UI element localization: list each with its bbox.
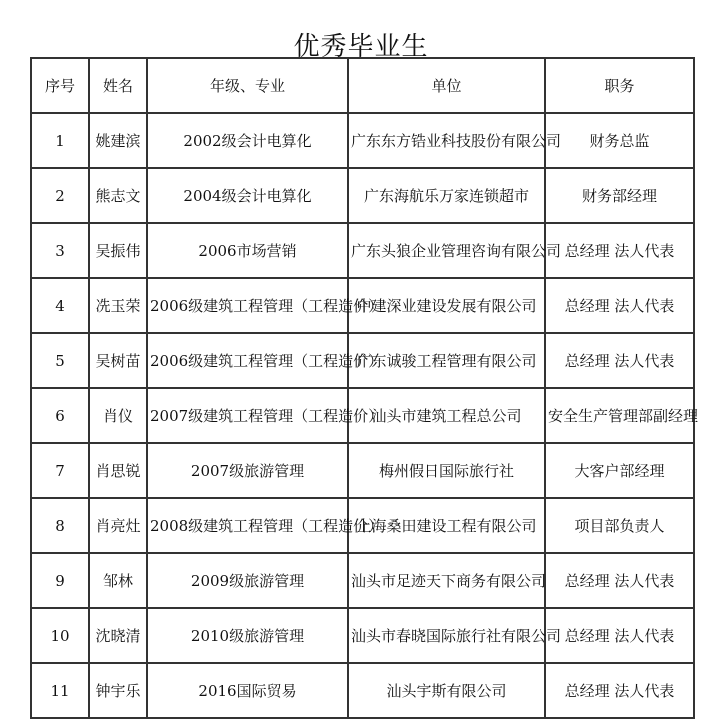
table-row bbox=[31, 223, 694, 278]
column-header-index: 序号 bbox=[31, 58, 89, 113]
cell-index: 11 bbox=[31, 663, 89, 718]
column-header-major: 年级、专业 bbox=[147, 58, 348, 113]
cell-index: 2 bbox=[31, 168, 89, 223]
cell-major: 2006级建筑工程管理（工程造价） bbox=[147, 333, 348, 388]
cell-major: 2008级建筑工程管理（工程造价） bbox=[147, 498, 348, 553]
cell-duty: 总经理 法人代表 bbox=[545, 663, 694, 718]
cell-org: 广东诚骏工程管理有限公司 bbox=[348, 333, 545, 388]
cell-org: 广东东方锆业科技股份有限公司 bbox=[348, 113, 545, 168]
cell-duty: 财务总监 bbox=[545, 113, 694, 168]
cell-name: 熊志文 bbox=[89, 168, 147, 223]
cell-name: 肖亮灶 bbox=[89, 498, 147, 553]
table-row bbox=[31, 113, 694, 168]
cell-index: 1 bbox=[31, 113, 89, 168]
cell-name: 吴振伟 bbox=[89, 223, 147, 278]
cell-index: 4 bbox=[31, 278, 89, 333]
cell-org: 广东头狼企业管理咨询有限公司 bbox=[348, 223, 545, 278]
cell-major: 2007级建筑工程管理（工程造价） bbox=[147, 388, 348, 443]
cell-org: 汕头市建筑工程总公司 bbox=[348, 388, 545, 443]
table-header-row bbox=[31, 58, 694, 113]
cell-duty: 大客户部经理 bbox=[545, 443, 694, 498]
cell-duty: 总经理 法人代表 bbox=[545, 278, 694, 333]
cell-org: 上海桑田建设工程有限公司 bbox=[348, 498, 545, 553]
cell-duty: 项目部负责人 bbox=[545, 498, 694, 553]
cell-major: 2002级会计电算化 bbox=[147, 113, 348, 168]
cell-name: 冼玉荣 bbox=[89, 278, 147, 333]
cell-major: 2016国际贸易 bbox=[147, 663, 348, 718]
table-row bbox=[31, 388, 694, 443]
column-header-name: 姓名 bbox=[89, 58, 147, 113]
cell-org: 汕头市足迹天下商务有限公司 bbox=[348, 553, 545, 608]
table-row bbox=[31, 168, 694, 223]
cell-major: 2006市场营销 bbox=[147, 223, 348, 278]
table-row bbox=[31, 278, 694, 333]
column-header-duty: 职务 bbox=[545, 58, 694, 113]
cell-name: 沈晓清 bbox=[89, 608, 147, 663]
cell-duty: 安全生产管理部副经理 bbox=[545, 388, 694, 443]
cell-name: 邹林 bbox=[89, 553, 147, 608]
cell-org: 广东海航乐万家连锁超市 bbox=[348, 168, 545, 223]
cell-major: 2006级建筑工程管理（工程造价） bbox=[147, 278, 348, 333]
cell-org: 汕头市春晓国际旅行社有限公司 bbox=[348, 608, 545, 663]
cell-index: 8 bbox=[31, 498, 89, 553]
cell-name: 肖仪 bbox=[89, 388, 147, 443]
table-row bbox=[31, 608, 694, 663]
cell-org: 梅州假日国际旅行社 bbox=[348, 443, 545, 498]
cell-name: 吴树苗 bbox=[89, 333, 147, 388]
table-row bbox=[31, 333, 694, 388]
cell-major: 2007级旅游管理 bbox=[147, 443, 348, 498]
cell-index: 10 bbox=[31, 608, 89, 663]
cell-major: 2010级旅游管理 bbox=[147, 608, 348, 663]
cell-org: 中建深业建设发展有限公司 bbox=[348, 278, 545, 333]
cell-index: 3 bbox=[31, 223, 89, 278]
cell-index: 6 bbox=[31, 388, 89, 443]
cell-major: 2009级旅游管理 bbox=[147, 553, 348, 608]
column-header-org: 单位 bbox=[348, 58, 545, 113]
cell-duty: 总经理 法人代表 bbox=[545, 608, 694, 663]
cell-name: 肖思锐 bbox=[89, 443, 147, 498]
table-row bbox=[31, 443, 694, 498]
cell-index: 7 bbox=[31, 443, 89, 498]
graduates-table bbox=[30, 57, 699, 719]
cell-name: 姚建滨 bbox=[89, 113, 147, 168]
table-row bbox=[31, 498, 694, 553]
cell-name: 钟宇乐 bbox=[89, 663, 147, 718]
table-row bbox=[31, 553, 694, 608]
cell-duty: 财务部经理 bbox=[545, 168, 694, 223]
cell-duty: 总经理 法人代表 bbox=[545, 223, 694, 278]
cell-duty: 总经理 法人代表 bbox=[545, 553, 694, 608]
cell-index: 5 bbox=[31, 333, 89, 388]
cell-index: 9 bbox=[31, 553, 89, 608]
cell-major: 2004级会计电算化 bbox=[147, 168, 348, 223]
table-row bbox=[31, 663, 694, 718]
cell-org: 汕头宇斯有限公司 bbox=[348, 663, 545, 718]
page-title: 优秀毕业生 bbox=[293, 32, 429, 63]
cell-duty: 总经理 法人代表 bbox=[545, 333, 694, 388]
